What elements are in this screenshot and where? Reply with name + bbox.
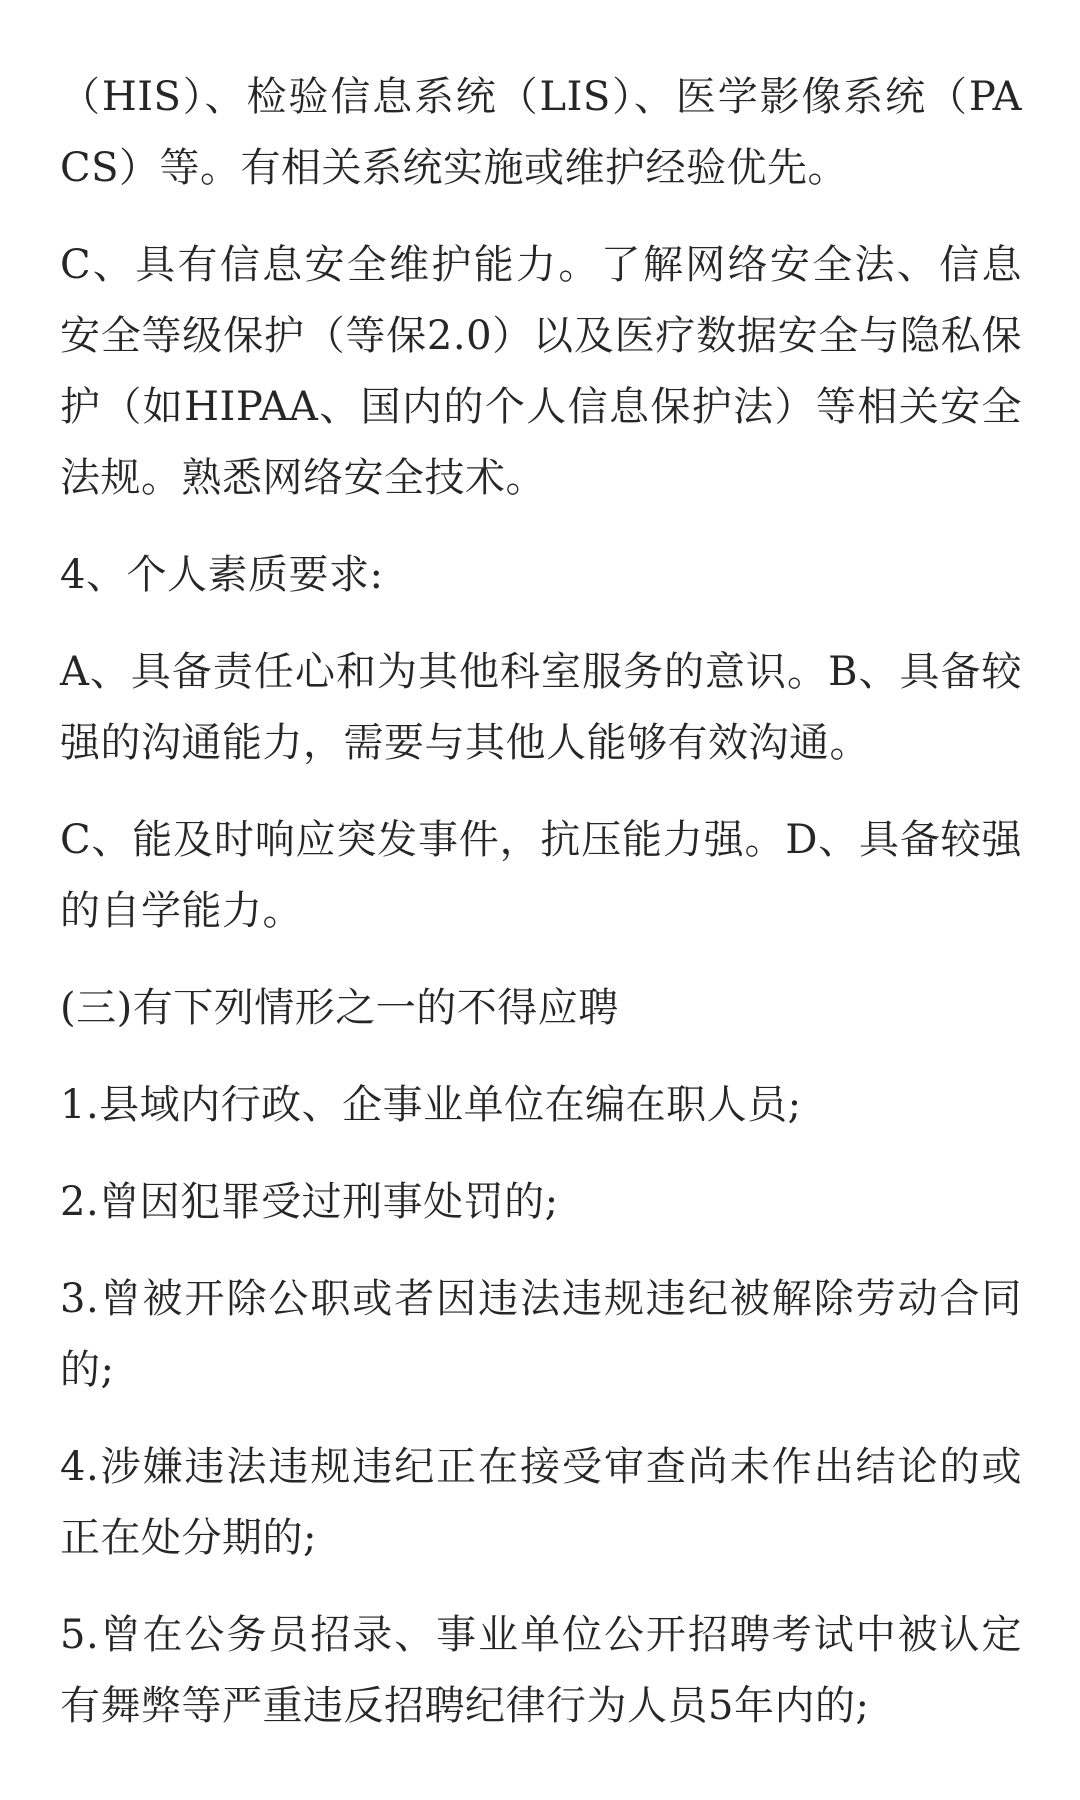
paragraph-system-experience: （HIS）、检验信息系统（LIS）、医学影像系统（PACS）等。有相关系统实施或维护经验优先。 — [60, 74, 1022, 191]
list-item-exclusion-1: 1.县域内行政、企事业单位在编在职人员; — [60, 1082, 802, 1128]
list-item-exclusion-2: 2.曾因犯罪受过刑事处罚的; — [60, 1179, 559, 1225]
list-item-exclusion-4: 4.涉嫌违法违规违纪正在接受审查尚未作出结论的或正在处分期的; — [60, 1444, 1022, 1561]
article-body — [60, 0, 1022, 1768]
list-item-exclusion-3: 3.曾被开除公职或者因违法违规违纪被解除劳动合同的; — [60, 1276, 1022, 1393]
paragraph-responsibility-communication: A、具备责任心和为其他科室服务的意识。B、具备较强的沟通能力，需要与其他人能够有效沟通。 — [60, 649, 1022, 766]
section-heading-exclusions: (三)有下列情形之一的不得应聘 — [60, 985, 619, 1031]
paragraph-security-ability: C、具有信息安全维护能力。了解网络安全法、信息安全等级保护（等保2.0）以及医疗数据安全与隐私保护（如HIPAA、国内的个人信息保护法）等相关安全法规。熟悉网络安全技术。 — [60, 242, 1022, 501]
paragraph-response-self-learning: C、能及时响应突发事件，抗压能力强。D、具备较强的自学能力。 — [60, 817, 1022, 934]
section-heading-personal-quality: 4、个人素质要求: — [60, 552, 384, 598]
list-item-exclusion-5: 5.曾在公务员招录、事业单位公开招聘考试中被认定有舞弊等严重违反招聘纪律行为人员5年内的; — [60, 1612, 1022, 1729]
